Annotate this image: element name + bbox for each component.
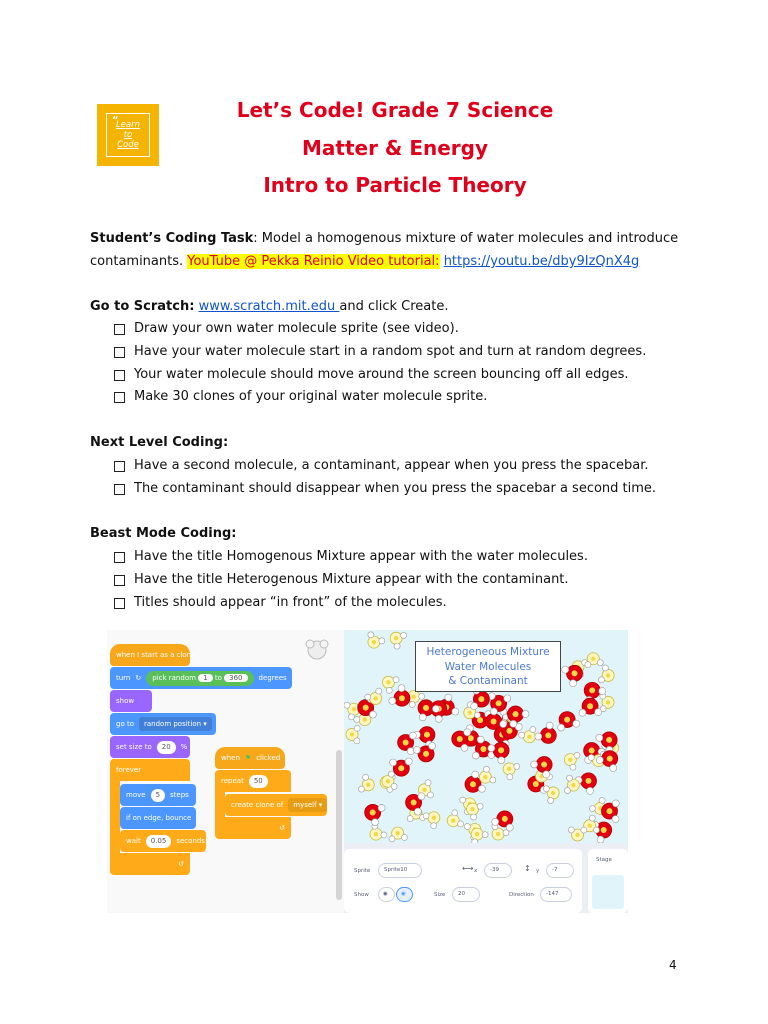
y-arrows-icon: ↕ <box>524 864 531 873</box>
stage-label: Stage <box>596 857 612 863</box>
code-area <box>107 630 344 913</box>
checklist-item-text: Titles should appear “in front” of the molecules. <box>134 595 447 610</box>
water-molecule <box>370 823 387 840</box>
checkbox[interactable] <box>114 324 125 335</box>
checklist-item <box>114 594 447 612</box>
show-block[interactable] <box>110 690 152 712</box>
contaminant-molecule <box>562 665 583 686</box>
stage-selector[interactable] <box>588 849 628 913</box>
water-molecule <box>390 632 406 649</box>
size-label: Size <box>434 892 446 898</box>
youtube-link[interactable]: https://youtu.be/dby9IzQnX4g <box>443 254 640 269</box>
forever-block[interactable] <box>110 759 190 781</box>
stage-title-line: Heterogeneous Mixture <box>426 646 550 658</box>
block-label: show <box>116 697 135 705</box>
checkbox[interactable] <box>114 392 125 403</box>
checklist-item <box>114 457 649 475</box>
logo-frame <box>106 113 150 157</box>
water-molecule <box>503 763 520 780</box>
block-label: when <box>221 754 240 762</box>
repeat-input[interactable]: 50 <box>249 775 268 788</box>
code-scrollbar[interactable] <box>336 750 342 900</box>
loop-arrow-icon: ↺ <box>279 824 285 832</box>
contaminant-molecule <box>535 722 556 743</box>
water-molecule <box>368 632 385 648</box>
water-molecule <box>568 827 587 841</box>
wait-input[interactable]: 0.05 <box>146 835 172 848</box>
sprite-info-box <box>344 849 582 913</box>
logo-word-learn: Learn <box>115 120 141 130</box>
checklist-item-text: Have your water molecule start in a random spot and turn at random degrees. <box>134 344 647 359</box>
scratch-line <box>90 298 449 316</box>
checklist-item-text: Have the title Heterogenous Mixture appear with the contaminant. <box>134 572 569 587</box>
block-label: wait <box>126 837 141 845</box>
when-flag-clicked-block[interactable] <box>215 747 285 769</box>
block-label: create clone of <box>231 801 284 809</box>
water-molecule <box>389 827 407 842</box>
size-field[interactable]: 20 <box>452 887 480 902</box>
task-line-2 <box>90 253 639 271</box>
checklist-item <box>114 571 569 589</box>
direction-label: Direction <box>509 892 534 898</box>
green-flag-icon: ⚑ <box>244 754 252 762</box>
beast-mode-heading: Beast Mode Coding: <box>90 526 237 541</box>
water-molecule <box>585 653 603 668</box>
block-label: seconds <box>176 837 205 845</box>
random-to-input[interactable]: 360 <box>224 674 247 682</box>
rotate-right-icon: ↻ <box>135 674 142 682</box>
contaminant-molecule <box>413 742 435 762</box>
task-text-2: contaminants. <box>90 254 188 269</box>
block-label: % <box>180 743 188 751</box>
hide-eye-icon[interactable]: ◉ <box>396 887 413 902</box>
create-clone-block[interactable] <box>225 794 327 816</box>
logo-quote-mark: “ <box>112 115 119 126</box>
checklist-item <box>114 388 487 406</box>
checklist-item-text: Have a second molecule, a contaminant, appear when you press the spacebar. <box>134 458 649 473</box>
stage-thumbnail <box>592 875 624 909</box>
sprite-thumbnail-icon <box>303 636 331 664</box>
checklist-item <box>114 366 629 384</box>
loop-arrow-icon: ↺ <box>178 860 184 868</box>
block-label: clicked <box>256 754 281 762</box>
contaminant-molecule <box>365 804 385 825</box>
random-position-dropdown[interactable]: random position ▾ <box>139 717 212 731</box>
contaminant-molecule <box>389 685 410 706</box>
task-line-1 <box>90 230 678 248</box>
show-eye-icon[interactable]: ◉ <box>378 887 395 902</box>
y-label: y <box>536 868 540 874</box>
water-molecule <box>471 828 488 843</box>
steps-input[interactable]: 5 <box>151 789 165 802</box>
checkbox[interactable] <box>114 461 125 472</box>
checklist-item-text: The contaminant should disappear when you press the spacebar a second time. <box>134 481 657 496</box>
pick-random-reporter[interactable] <box>146 671 253 686</box>
logo-word-to: to <box>123 130 133 140</box>
checkbox[interactable] <box>114 598 125 609</box>
checkbox[interactable] <box>114 484 125 495</box>
water-molecule <box>564 752 580 770</box>
contaminant-molecule <box>452 729 471 751</box>
title-line-2: Matter & Energy <box>302 136 488 160</box>
contaminant-molecule <box>579 698 602 716</box>
contaminant-molecule <box>558 712 580 731</box>
page-number: 4 <box>669 958 677 972</box>
x-arrows-icon: ⟷ <box>462 864 474 873</box>
learn-to-code-logo <box>97 104 159 166</box>
checklist-item <box>114 343 646 361</box>
water-molecule <box>600 693 614 712</box>
water-molecule <box>543 786 559 804</box>
water-molecule <box>598 665 614 683</box>
sprite-info-panel <box>344 843 628 913</box>
video-tutorial-highlight: YouTube @ Pekka Reinio Video tutorial: <box>187 254 440 269</box>
block-label: move <box>126 791 146 799</box>
water-molecule <box>382 676 399 693</box>
stage-title-line: & Contaminant <box>448 675 528 687</box>
block-label: pick random <box>152 673 196 682</box>
water-molecule <box>447 810 463 827</box>
water-molecule <box>423 812 440 829</box>
block-label: repeat <box>221 777 244 785</box>
go-to-block[interactable] <box>110 713 216 735</box>
block-label: turn <box>116 674 131 682</box>
water-molecule <box>479 766 495 783</box>
x-label: x <box>474 868 478 874</box>
size-input[interactable]: 20 <box>157 741 176 754</box>
checkbox[interactable] <box>114 575 125 586</box>
water-molecule <box>358 774 374 792</box>
repeat-block-arm <box>215 792 225 818</box>
checkbox[interactable] <box>114 370 125 381</box>
bounce-block[interactable] <box>120 807 196 829</box>
checklist-item-text: Have the title Homogenous Mixture appear with the water molecules. <box>134 549 588 564</box>
x-field[interactable]: -39 <box>484 863 512 878</box>
next-level-heading: Next Level Coding: <box>90 435 229 450</box>
repeat-block[interactable] <box>215 770 291 792</box>
task-text-1: : Model a homogenous mixture of water molecules and introduce <box>253 231 679 246</box>
set-size-block[interactable] <box>110 736 190 758</box>
forever-block-end <box>110 853 190 875</box>
wait-block[interactable] <box>120 830 206 852</box>
when-start-as-clone-block[interactable] <box>110 644 196 666</box>
checklist-item <box>114 480 656 498</box>
myself-dropdown[interactable]: myself ▾ <box>288 798 327 812</box>
block-label: to <box>214 673 222 682</box>
checkbox[interactable] <box>114 347 125 358</box>
scratch-after-text: and click Create. <box>339 299 449 314</box>
block-label: set size to <box>116 743 152 751</box>
title-line-1: Let’s Code! Grade 7 Science <box>236 98 554 122</box>
water-molecule <box>467 803 483 820</box>
water-molecule <box>346 725 360 744</box>
turn-block[interactable] <box>110 667 292 689</box>
scratch-link[interactable]: www.scratch.mit.edu <box>198 299 340 314</box>
scratch-label: Go to Scratch: <box>90 299 195 314</box>
logo-word-code: Code <box>117 140 139 150</box>
block-label: steps <box>170 791 189 799</box>
title-line-3: Intro to Particle Theory <box>263 173 527 197</box>
task-label: Student’s Coding Task <box>90 231 254 246</box>
y-field[interactable]: -7 <box>546 863 574 878</box>
direction-field[interactable]: -147 <box>540 887 572 902</box>
stage-title-box <box>415 641 561 692</box>
sprite-label: Sprite <box>354 868 371 874</box>
random-from-input[interactable]: 1 <box>198 674 212 682</box>
repeat-block-end <box>215 817 291 839</box>
checklist-item-text: Make 30 clones of your original water molecule sprite. <box>134 389 488 404</box>
block-label: if on edge, bounce <box>126 814 192 822</box>
block-label: when I start as a clone <box>116 651 196 659</box>
block-label: degrees <box>258 674 287 682</box>
sprite-name-field[interactable]: Sprite10 <box>378 863 422 878</box>
move-steps-block[interactable] <box>120 784 196 806</box>
stage-title-line: Water Molecules <box>444 660 532 673</box>
checklist-item-text: Draw your own water molecule sprite (see video). <box>134 321 459 336</box>
scratch-screenshot <box>107 630 628 913</box>
checklist-item <box>114 320 459 338</box>
block-label: forever <box>116 766 142 774</box>
stage[interactable] <box>344 630 628 843</box>
checkbox[interactable] <box>114 552 125 563</box>
block-label: go to <box>116 720 134 728</box>
show-label: Show <box>354 892 369 898</box>
checklist-item-text: Your water molecule should move around the screen bouncing off all edges. <box>134 367 629 382</box>
checklist-item <box>114 548 588 566</box>
